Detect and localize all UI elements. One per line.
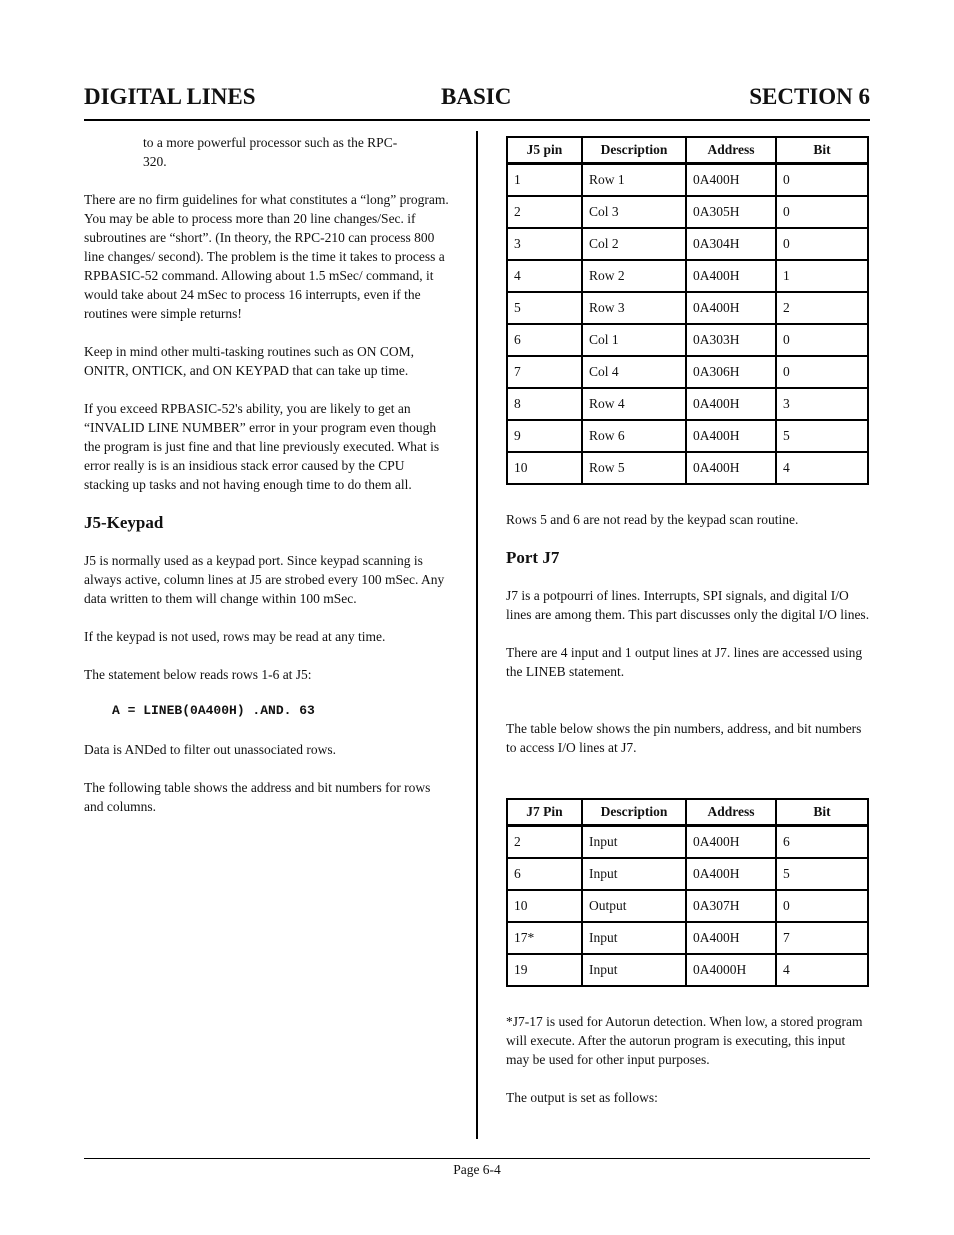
- address-cell: 0A400H: [686, 388, 776, 420]
- anded-paragraph: Data is ANDed to filter out unassociated rows.: [84, 742, 336, 757]
- table-row: [507, 196, 868, 228]
- bit-cell: 1: [776, 260, 868, 292]
- j5-pin-table: [506, 136, 869, 485]
- address-cell: 0A400H: [686, 858, 776, 890]
- bit-cell: 0: [776, 890, 868, 922]
- table-row: [507, 858, 868, 890]
- table-row: [507, 826, 868, 858]
- table-row: [507, 890, 868, 922]
- pin-cell: 19: [507, 954, 582, 986]
- table-row: [507, 922, 868, 954]
- column-header: Address: [686, 799, 776, 826]
- bit-cell: 4: [776, 452, 868, 484]
- j7-pin-table: [506, 798, 869, 987]
- description-cell: Input: [582, 858, 686, 890]
- bit-cell: 6: [776, 826, 868, 858]
- j5-keypad-heading: J5-Keypad: [84, 513, 164, 532]
- bit-cell: 5: [776, 420, 868, 452]
- address-cell: 0A400H: [686, 922, 776, 954]
- table-row: [507, 324, 868, 356]
- table-row: [507, 260, 868, 292]
- pin-cell: 17*: [507, 922, 582, 954]
- page-number: Page 6-4: [453, 1162, 501, 1177]
- pin-cell: 1: [507, 164, 582, 196]
- column-divider: [476, 131, 478, 1139]
- table-header-row: [507, 137, 868, 164]
- right-column-lower: [506, 1012, 870, 1107]
- table-intro-paragraph: The following table shows the address and bit numbers for rows and columns.: [84, 780, 431, 814]
- description-cell: Row 4: [582, 388, 686, 420]
- bit-cell: 0: [776, 196, 868, 228]
- continued-line-1: to a more powerful processor such as the RPC-: [143, 135, 398, 150]
- address-cell: 0A400H: [686, 292, 776, 324]
- page-header: [84, 84, 870, 116]
- column-header: Description: [582, 137, 686, 164]
- header-rule: [84, 119, 870, 121]
- table-row: [507, 292, 868, 324]
- pin-cell: 10: [507, 890, 582, 922]
- pin-cell: 2: [507, 196, 582, 228]
- table-row: [507, 954, 868, 986]
- continued-paragraph: [84, 133, 450, 171]
- column-header: Description: [582, 799, 686, 826]
- multitasking-paragraph: Keep in mind other multi-tasking routines such as ON COM, ONITR, ONTICK, and ON KEYPAD that can take up time.: [84, 344, 414, 378]
- column-header: J5 pin: [507, 137, 582, 164]
- description-cell: Input: [582, 954, 686, 986]
- table-row: [507, 452, 868, 484]
- description-cell: Col 3: [582, 196, 686, 228]
- statement-intro-paragraph: The statement below reads rows 1-6 at J5:: [84, 667, 312, 682]
- address-cell: 0A400H: [686, 260, 776, 292]
- bit-cell: 0: [776, 324, 868, 356]
- pin-cell: 5: [507, 292, 582, 324]
- j7-lines-paragraph: There are 4 input and 1 output lines at J7. lines are accessed using the LINEB statement.: [506, 645, 863, 679]
- address-cell: 0A303H: [686, 324, 776, 356]
- description-cell: Row 1: [582, 164, 686, 196]
- right-column-upper: [506, 510, 870, 757]
- table-row: [507, 388, 868, 420]
- bit-cell: 0: [776, 228, 868, 260]
- header-language: BASIC: [441, 84, 512, 109]
- table-row: [507, 420, 868, 452]
- description-cell: Row 2: [582, 260, 686, 292]
- description-cell: Input: [582, 922, 686, 954]
- pin-cell: 9: [507, 420, 582, 452]
- table-row: [507, 356, 868, 388]
- address-cell: 0A304H: [686, 228, 776, 260]
- description-cell: Row 5: [582, 452, 686, 484]
- left-column: [84, 133, 450, 816]
- column-header: J7 Pin: [507, 799, 582, 826]
- pin-cell: 4: [507, 260, 582, 292]
- address-cell: 0A400H: [686, 826, 776, 858]
- column-header: Bit: [776, 799, 868, 826]
- bit-cell: 4: [776, 954, 868, 986]
- address-cell: 0A305H: [686, 196, 776, 228]
- keypad-unused-paragraph: If the keypad is not used, rows may be read at any time.: [84, 629, 386, 644]
- column-header: Bit: [776, 137, 868, 164]
- header-chapter-title: DIGITAL LINES: [84, 84, 256, 109]
- address-cell: 0A400H: [686, 420, 776, 452]
- bit-cell: 7: [776, 922, 868, 954]
- address-cell: 0A307H: [686, 890, 776, 922]
- table-row: [507, 164, 868, 196]
- port-j7-heading: Port J7: [506, 548, 560, 567]
- output-set-paragraph: The output is set as follows:: [506, 1090, 658, 1105]
- j7-intro-paragraph: J7 is a potpourri of lines. Interrupts, SPI signals, and digital I/O lines are among them. This part discusses only the digital I/O lines.: [506, 588, 870, 622]
- pin-cell: 7: [507, 356, 582, 388]
- pin-cell: 10: [507, 452, 582, 484]
- j7-table-intro-paragraph: The table below shows the pin numbers, address, and bit numbers to access I/O lines at J7.: [506, 721, 862, 755]
- lineb-code-line: A = LINEB(0A400H) .AND. 63: [112, 703, 315, 718]
- bit-cell: 5: [776, 858, 868, 890]
- pin-cell: 6: [507, 324, 582, 356]
- description-cell: Col 2: [582, 228, 686, 260]
- description-cell: Row 3: [582, 292, 686, 324]
- footer-rule: [84, 1158, 870, 1159]
- pin-cell: 8: [507, 388, 582, 420]
- j5-intro-paragraph: J5 is normally used as a keypad port. Since keypad scanning is always active, column lines at J5 are strobed every 100 mSec. Any data written to them will change within 100 mSec.: [84, 553, 445, 606]
- description-cell: Row 6: [582, 420, 686, 452]
- autorun-note-paragraph: *J7-17 is used for Autorun detection. When low, a stored program will execute. After the autorun program is executing, this input may be used for other input purposes.: [506, 1014, 863, 1067]
- bit-cell: 2: [776, 292, 868, 324]
- table-header-row: [507, 799, 868, 826]
- bit-cell: 0: [776, 356, 868, 388]
- pin-cell: 6: [507, 858, 582, 890]
- description-cell: Col 1: [582, 324, 686, 356]
- column-header: Address: [686, 137, 776, 164]
- pin-cell: 2: [507, 826, 582, 858]
- address-cell: 0A306H: [686, 356, 776, 388]
- long-program-paragraph: There are no firm guidelines for what constitutes a “long” program. You may be able to process more than 20 line changes/Sec. if subroutines are “short”. (In theory, the RPC-210 can process 800 line changes/ second). The problem is the time it takes to process a RPBASIC-52 command. Allowing about 1.5 mSec/ command, it would take about 24 mSec to process 16 interrupts, even if the routines were simple returns!: [84, 192, 449, 321]
- description-cell: Col 4: [582, 356, 686, 388]
- continued-line-2: 320.: [143, 154, 167, 169]
- description-cell: Output: [582, 890, 686, 922]
- rows-not-read-paragraph: Rows 5 and 6 are not read by the keypad scan routine.: [506, 512, 799, 527]
- description-cell: Input: [582, 826, 686, 858]
- address-cell: 0A400H: [686, 452, 776, 484]
- bit-cell: 0: [776, 164, 868, 196]
- pin-cell: 3: [507, 228, 582, 260]
- stack-error-paragraph: If you exceed RPBASIC-52's ability, you are likely to get an “INVALID LINE NUMBER” error in your program even though the program is just fine and that line previously executed. What is error really is is an insidious stack error caused by the CPU stacking up tasks and not having enough time to do them all.: [84, 401, 440, 492]
- bit-cell: 3: [776, 388, 868, 420]
- table-row: [507, 228, 868, 260]
- address-cell: 0A400H: [686, 164, 776, 196]
- address-cell: 0A4000H: [686, 954, 776, 986]
- header-section: SECTION 6: [749, 84, 870, 109]
